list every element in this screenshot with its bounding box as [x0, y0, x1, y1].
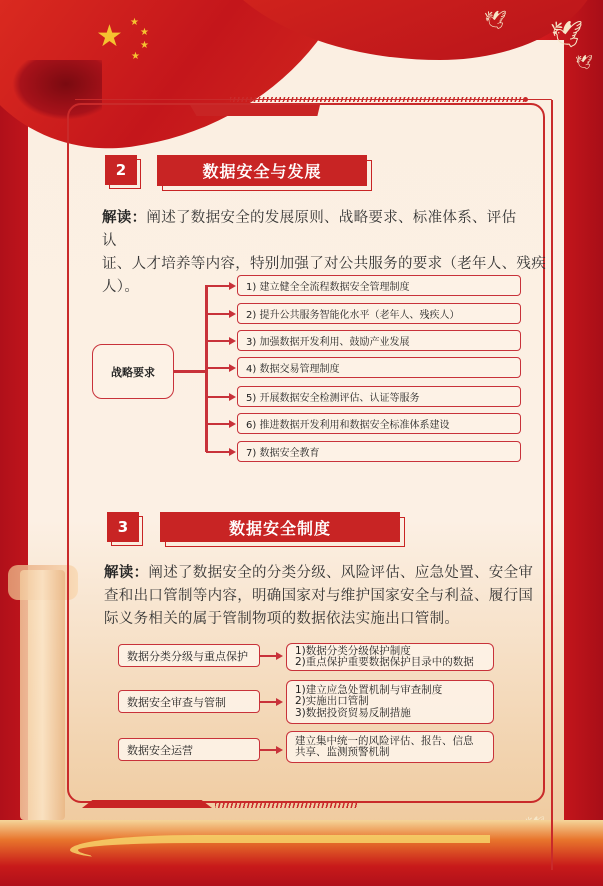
system-detail-line: 2)实施出口管制 — [295, 695, 369, 708]
interpretation-label: 解读： — [104, 565, 149, 581]
interpretation-label: 解读： — [102, 210, 147, 226]
section-number: 2 — [105, 155, 137, 185]
bottom-hatch-decoration — [215, 803, 357, 808]
top-ribbon — [190, 105, 320, 116]
section-number-box — [105, 155, 137, 185]
dove-icon: 🕊 — [550, 20, 584, 50]
mindmap-root: 战略要求 — [92, 344, 174, 399]
mindmap-connector — [174, 370, 206, 373]
system-detail-line: 建立集中统一的风险评估、报告、信息 — [295, 734, 474, 747]
small-star-icon: ★ — [140, 40, 149, 51]
system-detail-line: 1)建立应急处置机制与审查制度 — [295, 683, 443, 696]
strategy-item: 3) 加强数据开发利用、鼓励产业发展 — [237, 330, 521, 351]
strategy-item: 4) 数据交易管理制度 — [237, 357, 521, 378]
system-name: 数据分类分级与重点保护 — [118, 644, 260, 667]
section-title: 数据安全制度 — [160, 512, 400, 542]
small-star-icon: ★ — [130, 17, 139, 28]
system-detail-line: 2)重点保护重要数据保护目录中的数据 — [295, 656, 474, 668]
interpretation-line: 阐述了数据安全的发展原则、战略要求、标准体系、评估认 — [102, 210, 517, 249]
system-details — [286, 731, 494, 763]
frame-outer-right — [551, 100, 553, 870]
small-star-icon: ★ — [140, 27, 149, 38]
strategy-item: 1) 建立健全全流程数据安全管理制度 — [237, 275, 521, 296]
bottom-ribbon — [82, 800, 212, 808]
section-title-box — [160, 512, 400, 542]
section-title: 数据安全与发展 — [157, 155, 367, 186]
strategy-item: 6) 推进数据开发利用和数据安全标准体系建设 — [237, 413, 521, 434]
system-detail-line: 共享、监测预警机制 — [295, 746, 390, 758]
section-number: 3 — [107, 512, 139, 542]
strategy-item: 5) 开展数据安全检测评估、认证等服务 — [237, 386, 521, 407]
section-number-box — [107, 512, 139, 542]
large-star-icon: ★ — [96, 19, 123, 54]
top-hatch-decoration — [230, 97, 524, 102]
interpretation-line: 证、人才培养等内容，特别加强了对公共服务的要求（老年人、残疾 — [102, 256, 546, 272]
interpretation-line: 阐述了数据安全的分类分级、风险评估、应急处置、安全审 — [148, 565, 534, 581]
hatch-dot — [523, 97, 528, 102]
strategy-item: 2) 提升公共服务智能化水平（老年人、残疾人） — [237, 303, 521, 324]
strategy-item: 7) 数据安全教育 — [237, 441, 521, 462]
system-detail-line: 1)数据分类分级保护制度 — [295, 644, 411, 657]
dove-icon: 🕊 — [484, 10, 507, 31]
system-detail-line: 3)数据投资贸易反制措施 — [295, 706, 411, 719]
system-details — [286, 680, 494, 724]
system-details — [286, 643, 494, 671]
section-title-box — [157, 155, 367, 186]
road-curve — [70, 835, 490, 865]
system-name: 数据安全运营 — [118, 738, 260, 761]
huabiao-pillar — [20, 570, 65, 820]
interpretation-line: 际义务相关的属于管制物项的数据依法实施出口管制。 — [104, 611, 460, 627]
system-name: 数据安全审查与管制 — [118, 690, 260, 713]
section-3-interpretation — [104, 562, 534, 631]
interpretation-line: 查和出口管制等内容，明确国家对与维护国家安全与利益、履行国 — [104, 588, 534, 604]
interpretation-line: 人）。 — [102, 279, 140, 295]
small-star-icon: ★ — [131, 51, 140, 62]
dove-icon: 🕊 — [575, 55, 593, 71]
